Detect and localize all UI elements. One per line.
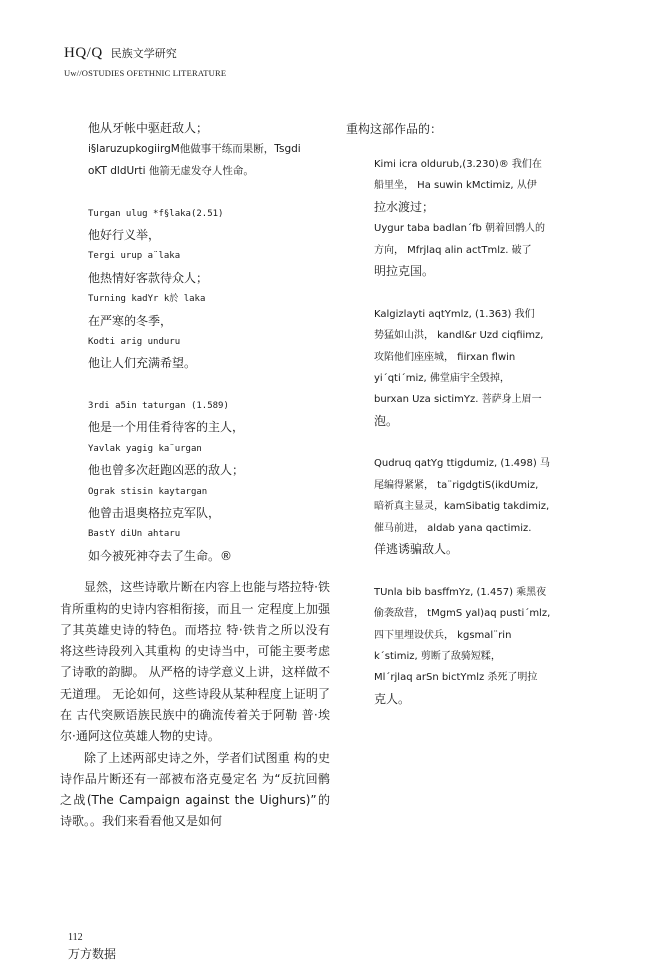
verse-paragraph bbox=[346, 582, 568, 710]
page-footer bbox=[68, 932, 116, 962]
poem-line: Turgan ulug *f§laka(2.51) bbox=[88, 208, 224, 219]
footer-brand: 万方数据 bbox=[68, 947, 117, 961]
poem-block-2 bbox=[60, 204, 330, 375]
verse-line: 方向， Mfrjlaq alin actTmlz. 破了 bbox=[374, 244, 532, 256]
verse-line: 拉水渡过； bbox=[374, 199, 435, 214]
verse-line: Uygur taba badlan´fb 朝着回鹘人的 bbox=[374, 223, 546, 235]
poem-line: 他也曾多次赶跑凶恶的敌人； bbox=[88, 463, 245, 478]
poem-line: 如今被死神夺去了生命。® bbox=[88, 548, 233, 563]
verse-line: 四下里埋设伏兵， kgsmal¨rin bbox=[374, 629, 512, 641]
poem-block-3 bbox=[60, 396, 330, 567]
verse-line: 泡。 bbox=[374, 413, 399, 428]
verse-line: Kimi icra oldurub,(3.230)® 我们在 bbox=[374, 159, 542, 170]
left-column bbox=[60, 118, 330, 833]
verse-line: Ml´rjlaq arSn bictYmlz 杀死了明拉 bbox=[374, 672, 538, 684]
verse-translations bbox=[346, 154, 568, 710]
poem-line: 他是一个用佳肴待客的主人， bbox=[88, 420, 245, 435]
journal-title-en: Uw//OSTUDIES OFETHNIC LITERATURE bbox=[64, 68, 227, 78]
verse-line: 暗祈真主显灵，kamSibatig takdimiz, bbox=[374, 501, 550, 513]
verse-line: 船里坐， Ha suwin kMctimiz, 从伊 bbox=[374, 180, 537, 192]
body-paragraph-1: 显然，这些诗歌片断在内容上也能与塔拉特·铁肯所重构的史诗内容相衔接，而且一 定程度上加强了其英雄史诗的特色。而塔拉 特·铁肯之所以没有将这些诗段列入其重构 的史诗当中，可能主要考虑了诗歌的韵脚。 从严格的诗学意义上讲，这样做不无道理。 无论如何，这些诗段从某种程度上证明了在 古代突厥语族民族中的确流传着关于阿勒 普·埃尔·通阿这位英雄人物的史诗。 bbox=[60, 580, 330, 744]
verse-line: yi´qti´miz, 佛堂庙宇全毁掉， bbox=[374, 372, 510, 384]
running-header bbox=[64, 42, 226, 78]
poem-line: i§laruzupkogiirgM他做事干练而果断，Tsgdi bbox=[88, 143, 301, 156]
page-number: 112 bbox=[68, 932, 83, 943]
verse-line: k´stimiz, 剪断了敌骑短糅， bbox=[374, 650, 501, 662]
poem-line: Yavlak yagig ka¨urgan bbox=[88, 443, 202, 454]
poem-line: 他好行义举， bbox=[88, 227, 161, 242]
poem-line: oKT dldUrti 他箭无虚发夺人性命。 bbox=[88, 164, 254, 177]
verse-line: burxan Uza sictimYz. 菩萨身上眉一 bbox=[374, 394, 542, 406]
section-lead: 重构这部作品的： bbox=[346, 122, 443, 136]
verse-paragraph bbox=[346, 304, 568, 432]
poem-line: 他让人们充满希望。 bbox=[88, 356, 197, 371]
verse-line: Kalgizlayti aqtYmlz, (1.363) 我们 bbox=[374, 308, 535, 320]
stanza-gap bbox=[60, 375, 330, 396]
verse-line: Qudruq qatYg ttigdumiz, (1.498) 马 bbox=[374, 458, 550, 470]
poem-line: 3rdi a5in taturgan (1.589) bbox=[88, 401, 229, 412]
poem-line: Kodti arig unduru bbox=[88, 336, 181, 347]
poem-line: 他热情好客款待众人； bbox=[88, 270, 209, 285]
verse-line: 偷袭敌营， tMgmS yal)aq pusti´mlz, bbox=[374, 608, 551, 620]
poem-line: 他从牙帐中驱赶敌人； bbox=[88, 121, 209, 135]
verse-line: 催马前进， aldab yana qactimiz. bbox=[374, 522, 532, 534]
poem-line: 他曾击退奥格拉克军队， bbox=[88, 506, 221, 521]
journal-title-cn: 民族文学研究 bbox=[110, 47, 177, 60]
verse-paragraph bbox=[346, 154, 568, 282]
right-column bbox=[346, 118, 568, 732]
poem-line: Turning kadYr k於 laka bbox=[88, 294, 206, 305]
stanza-gap bbox=[60, 182, 330, 203]
poem-line: Ograk stisin kaytargan bbox=[88, 486, 208, 497]
body-paragraph-2: 除了上述两部史诗之外，学者们试图重 构的史诗作品片断还有一部被布洛克曼定名 为“反抗回鹘之战(The Campaign against the Uighurs)”的诗歌。。我们来看看他又是如何 bbox=[60, 750, 330, 829]
verse-line: 攻陷他们座座城， fiirxan flwin bbox=[374, 351, 516, 363]
body-text bbox=[60, 577, 330, 833]
journal-title bbox=[64, 42, 226, 62]
verse-line: 尾编得紧紧， ta¨rigdgtiS(ikdUmiz, bbox=[374, 479, 539, 491]
verse-line: 佯逃诱骗敌人。 bbox=[374, 542, 459, 557]
poem-line: 在严寒的冬季， bbox=[88, 313, 173, 328]
verse-line: 克人。 bbox=[374, 691, 411, 706]
poem-line: Tergi urup a¨laka bbox=[88, 251, 181, 262]
verse-paragraph bbox=[346, 453, 568, 560]
verse-line: TUnla bib basffmYz, (1.457) 乘黑夜 bbox=[374, 586, 547, 598]
verse-line: 势猛如山洪， kandl&r Uzd ciqfiimz, bbox=[374, 330, 544, 342]
verse-line: 明拉克国。 bbox=[374, 263, 435, 278]
journal-logo: HQ/Q bbox=[64, 45, 103, 61]
poem-block-1 bbox=[60, 118, 330, 182]
poem-line: BastY diUn ahtaru bbox=[88, 529, 181, 540]
